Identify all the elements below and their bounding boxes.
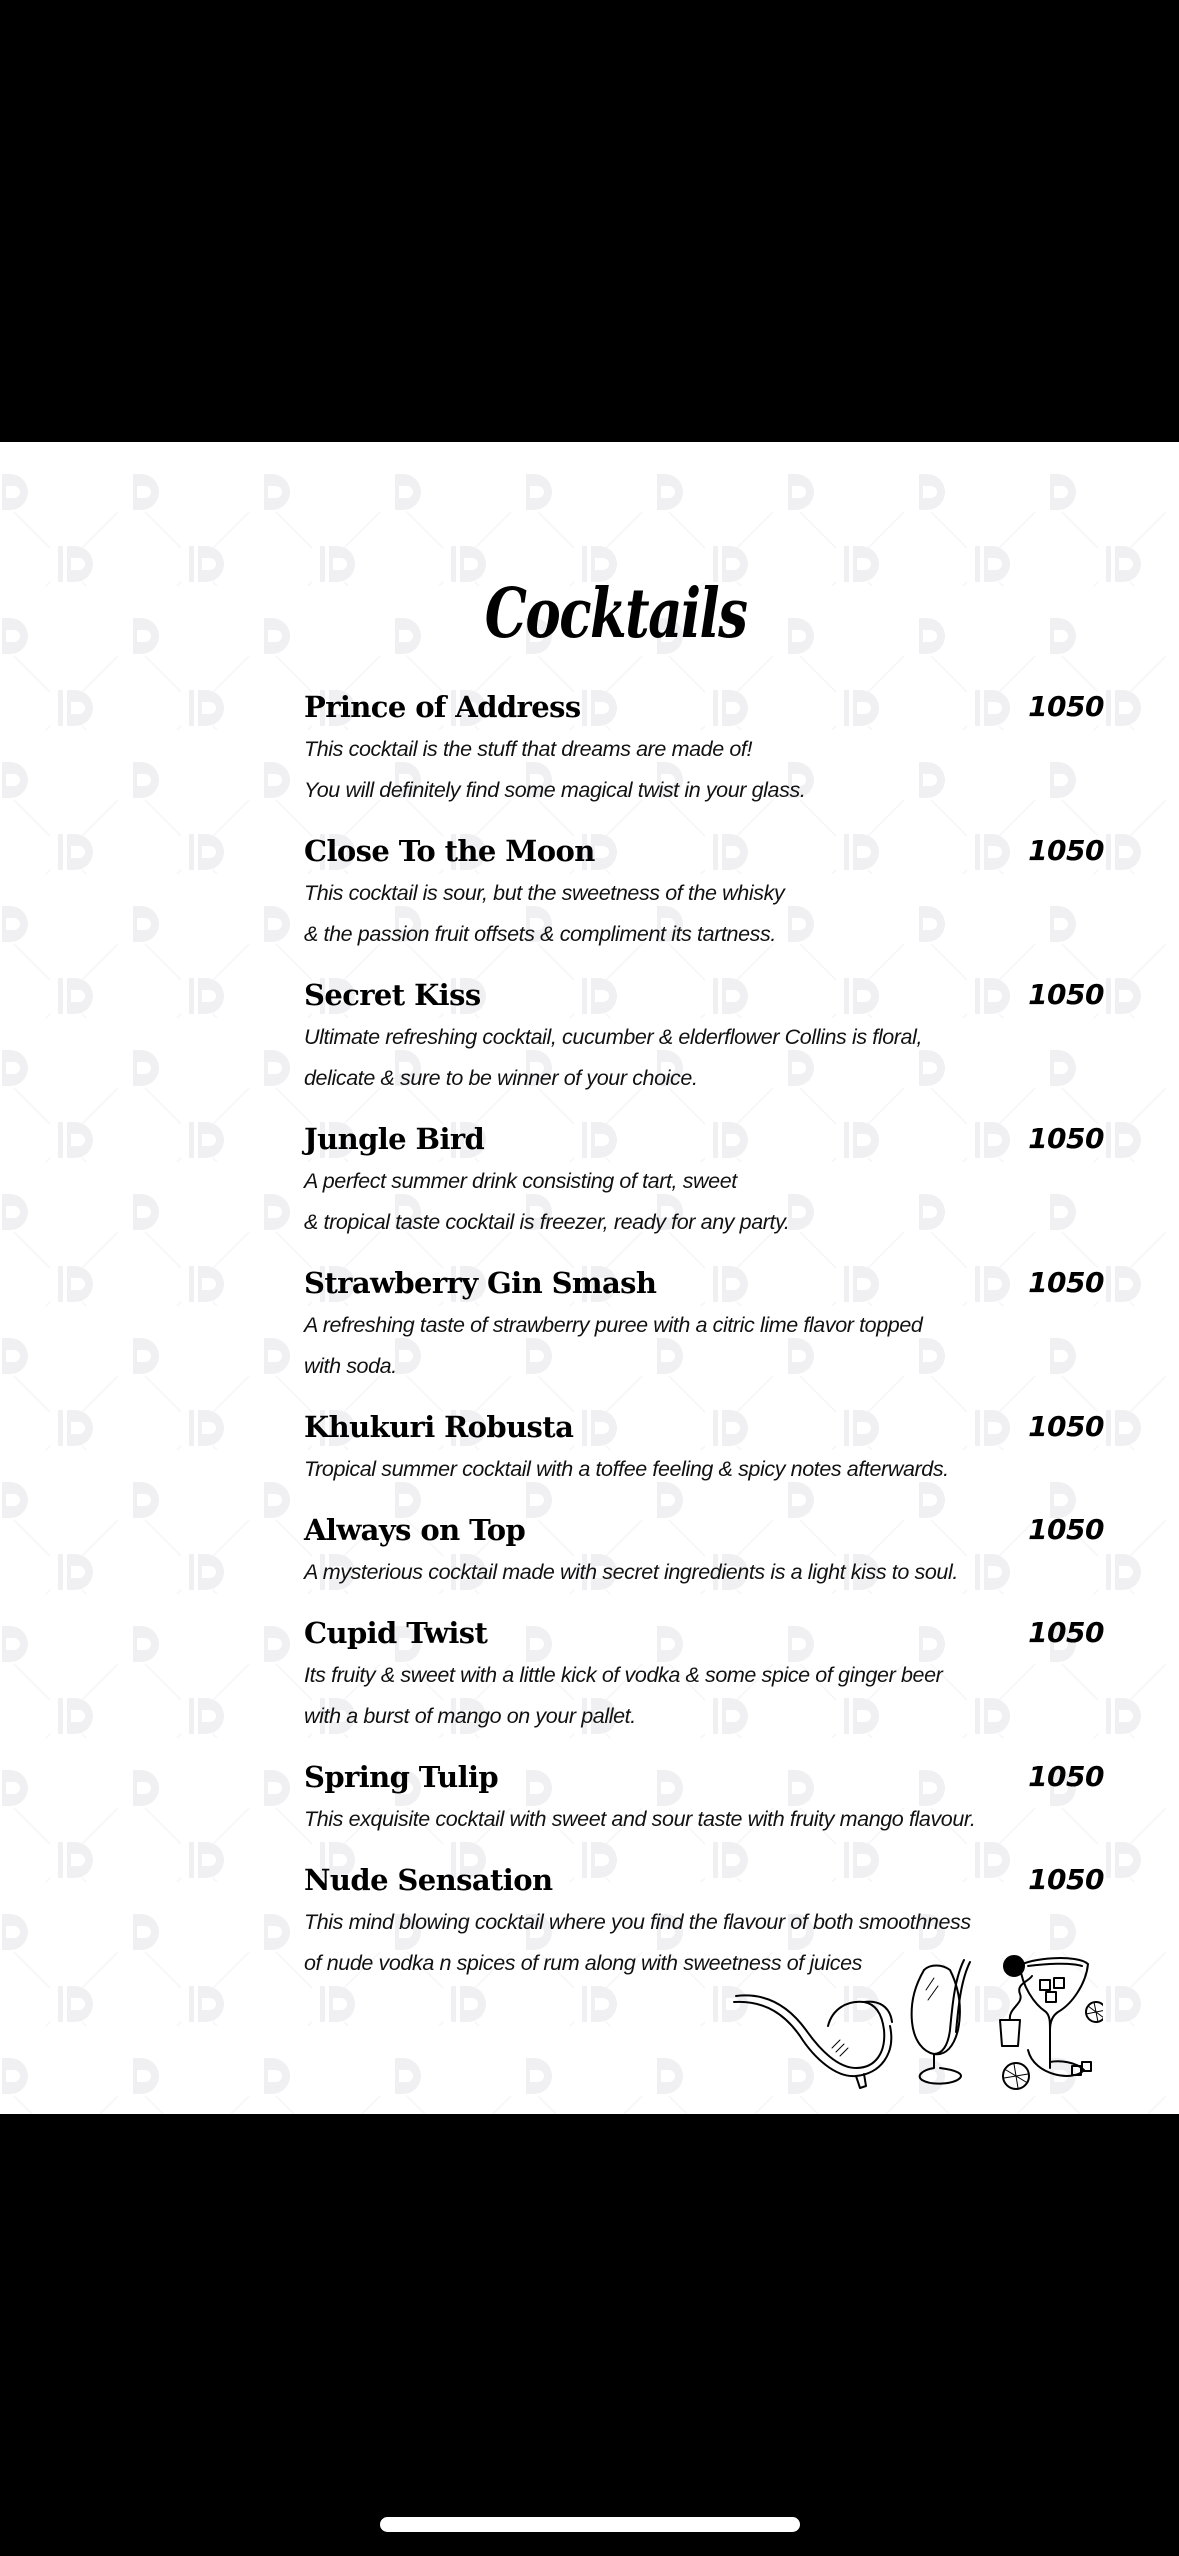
menu-title: Cocktails [484,574,747,654]
description-line: This cocktail is the stuff that dreams are made of! [304,737,753,761]
description-line: A perfect summer drink consisting of tart, sweet [304,1169,737,1193]
item-price: 1050 [1028,978,1104,1011]
bottom-letterbox [0,2114,1179,2556]
description-line: delicate & sure to be winner of your choice. [304,1066,698,1090]
item-name: Always on Top [304,1513,526,1547]
top-letterbox [0,0,1179,442]
item-name: Spring Tulip [304,1760,499,1794]
description-line: You will definitely find some magical twist in your glass. [304,778,806,802]
cocktail-glasses-sketch-icon [728,1930,1103,2094]
description-line: Ultimate refreshing cocktail, cucumber & elderflower Collins is floral, [304,1025,923,1049]
description-line: Its fruity & sweet with a little kick of vodka & some spice of ginger beer [304,1663,943,1687]
item-name: Khukuri Robusta [304,1410,574,1444]
item-price: 1050 [1028,1616,1104,1649]
description-line: & tropical taste cocktail is freezer, ready for any party. [304,1210,790,1234]
item-price: 1050 [1028,1266,1104,1299]
item-price: 1050 [1028,1513,1104,1546]
item-name: Jungle Bird [304,1122,485,1156]
item-name: Prince of Address [304,690,581,724]
description-line: of nude vodka n spices of rum along with sweetness of juices [304,1951,863,1975]
description-line: with soda. [304,1354,397,1378]
home-indicator[interactable] [380,2517,800,2532]
item-price: 1050 [1028,1760,1104,1793]
item-description [304,1552,958,1593]
description-line: A mysterious cocktail made with secret ingredients is a light kiss to soul. [304,1560,958,1584]
item-price: 1050 [1028,1863,1104,1896]
item-description [304,873,784,955]
description-line: with a burst of mango on your pallet. [304,1704,636,1728]
item-description [304,1305,922,1387]
item-name: Cupid Twist [304,1616,488,1650]
description-line: Tropical summer cocktail with a toffee feeling & spicy notes afterwards. [304,1457,949,1481]
description-line: & the passion fruit offsets & compliment its tartness. [304,922,776,946]
item-price: 1050 [1028,834,1104,867]
item-name: Strawberry Gin Smash [304,1266,657,1300]
description-line: This cocktail is sour, but the sweetness of the whisky [304,881,785,905]
description-line: This exquisite cocktail with sweet and sour taste with fruity mango flavour. [304,1807,976,1831]
item-description [304,1799,975,1840]
menu-page [0,442,1179,2114]
item-price: 1050 [1028,1122,1104,1155]
item-description [304,1449,949,1490]
item-name: Secret Kiss [304,978,481,1012]
item-description [304,1655,942,1737]
item-price: 1050 [1028,690,1104,723]
item-description [304,1161,789,1243]
item-description [304,1017,922,1099]
item-price: 1050 [1028,1410,1104,1443]
item-description [304,729,805,811]
item-name: Close To the Moon [304,834,595,868]
item-name: Nude Sensation [304,1863,553,1897]
description-line: A refreshing taste of strawberry puree with a citric lime flavor topped [304,1313,923,1337]
description-line: This mind blowing cocktail where you find the flavour of both smoothness [304,1910,971,1934]
